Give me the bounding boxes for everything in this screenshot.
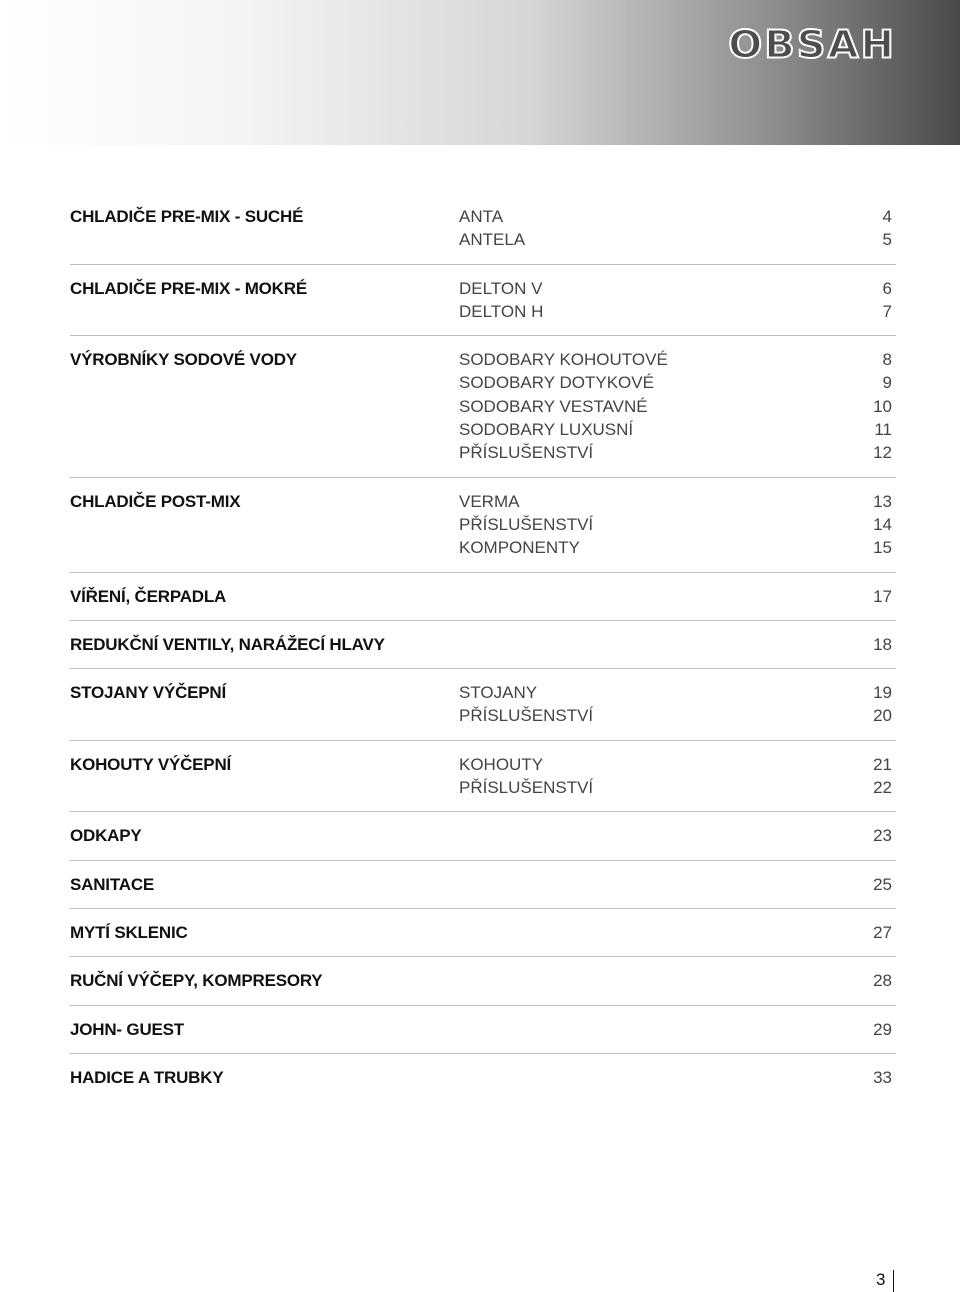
toc-item-label: DELTON V [459, 278, 543, 298]
toc-page-number: 13 [873, 491, 892, 511]
toc-item-label: PŘÍSLUŠENSTVÍ [459, 706, 594, 726]
toc-page-number: 12 [873, 443, 892, 463]
toc-section [70, 969, 896, 1005]
toc-row[interactable] [70, 969, 896, 992]
toc-category: MYTÍ SKLENIC [70, 922, 188, 942]
toc-row[interactable] [70, 490, 896, 513]
toc-category: VÝROBNÍKY SODOVÉ VODY [70, 350, 297, 370]
toc-row[interactable] [70, 633, 896, 656]
toc-page-number: 20 [873, 706, 892, 726]
toc-page-number: 17 [873, 586, 892, 606]
toc-category: KOHOUTY VÝČEPNÍ [70, 754, 232, 774]
header-banner [0, 0, 960, 145]
toc-item-label: SODOBARY DOTYKOVÉ [459, 373, 654, 393]
toc-row[interactable] [70, 371, 896, 394]
toc-item-label: KOHOUTY [459, 754, 544, 774]
toc-page-number: 23 [873, 826, 892, 846]
toc-item-label: STOJANY [459, 683, 538, 703]
toc-row[interactable] [70, 536, 896, 559]
toc-category: REDUKČNÍ VENTILY, NARÁŽECÍ HLAVY [70, 634, 385, 654]
toc-page-number: 15 [873, 538, 892, 558]
toc-section [70, 753, 896, 813]
toc-row[interactable] [70, 277, 896, 300]
toc-item-label: PŘÍSLUŠENSTVÍ [459, 514, 594, 534]
toc-page-number: 10 [873, 396, 892, 416]
page-title: OBSAH [728, 23, 896, 67]
toc-row[interactable] [70, 776, 896, 799]
toc-page-number: 8 [882, 350, 892, 370]
toc-page-number: 22 [873, 778, 892, 798]
table-of-contents [70, 205, 896, 1113]
toc-row[interactable] [70, 513, 896, 536]
toc-category: SANITACE [70, 874, 155, 894]
toc-category: ODKAPY [70, 826, 142, 846]
toc-page-number: 5 [882, 230, 892, 250]
toc-category: CHLADIČE PRE-MIX - SUCHÉ [70, 207, 304, 226]
toc-page-number: 27 [873, 922, 892, 942]
toc-section [70, 824, 896, 860]
toc-item-label: ANTELA [459, 230, 526, 250]
toc-category: STOJANY VÝČEPNÍ [70, 683, 227, 703]
toc-item-label: ANTA [459, 207, 504, 226]
toc-row[interactable] [70, 681, 896, 704]
page-number-divider [893, 1270, 894, 1292]
toc-section [70, 1066, 896, 1101]
toc-page-number: 19 [873, 683, 892, 703]
toc-section [70, 277, 896, 337]
toc-row[interactable] [70, 300, 896, 323]
toc-row[interactable] [70, 1066, 896, 1089]
toc-item-label: DELTON H [459, 301, 544, 321]
toc-page-number: 29 [873, 1019, 892, 1039]
toc-row[interactable] [70, 824, 896, 847]
toc-row[interactable] [70, 205, 896, 228]
toc-row[interactable] [70, 753, 896, 776]
toc-category: RUČNÍ VÝČEPY, KOMPRESORY [70, 971, 323, 991]
toc-row[interactable] [70, 228, 896, 251]
toc-page-number: 21 [873, 754, 892, 774]
toc-category: VÍŘENÍ, ČERPADLA [70, 586, 227, 606]
toc-row[interactable] [70, 418, 896, 441]
toc-row[interactable] [70, 585, 896, 608]
toc-section [70, 681, 896, 741]
toc-item-label: KOMPONENTY [459, 538, 580, 558]
toc-page-number: 11 [874, 420, 892, 440]
toc-page-number: 9 [882, 373, 892, 393]
toc-item-label: PŘÍSLUŠENSTVÍ [459, 778, 594, 798]
toc-row[interactable] [70, 873, 896, 896]
toc-page-number: 6 [882, 278, 892, 298]
page-number: 3 [876, 1270, 886, 1289]
toc-section [70, 1018, 896, 1054]
toc-page-number: 4 [882, 207, 892, 226]
toc-item-label: SODOBARY KOHOUTOVÉ [459, 350, 668, 370]
toc-item-label: SODOBARY LUXUSNÍ [459, 420, 634, 440]
toc-row[interactable] [70, 348, 896, 371]
toc-category: CHLADIČE PRE-MIX - MOKRÉ [70, 278, 307, 298]
toc-page-number: 14 [873, 514, 892, 534]
toc-row[interactable] [70, 395, 896, 418]
toc-page-number: 18 [873, 634, 892, 654]
toc-section [70, 633, 896, 669]
toc-page-number: 7 [882, 301, 892, 321]
toc-category: JOHN- GUEST [70, 1019, 184, 1039]
toc-row[interactable] [70, 921, 896, 944]
toc-section [70, 348, 896, 477]
toc-section [70, 585, 896, 621]
toc-row[interactable] [70, 704, 896, 727]
toc-row[interactable] [70, 441, 896, 464]
toc-section [70, 205, 896, 265]
toc-item-label: PŘÍSLUŠENSTVÍ [459, 443, 594, 463]
toc-page-number: 25 [873, 874, 892, 894]
toc-category: HADICE A TRUBKY [70, 1067, 224, 1087]
toc-category: CHLADIČE POST-MIX [70, 491, 241, 511]
toc-section [70, 873, 896, 909]
toc-page-number: 28 [873, 971, 892, 991]
toc-item-label: SODOBARY VESTAVNÉ [459, 396, 648, 416]
toc-section [70, 921, 896, 957]
toc-section [70, 490, 896, 573]
toc-row[interactable] [70, 1018, 896, 1041]
toc-page-number: 33 [873, 1067, 892, 1087]
toc-item-label: VERMA [459, 491, 520, 511]
